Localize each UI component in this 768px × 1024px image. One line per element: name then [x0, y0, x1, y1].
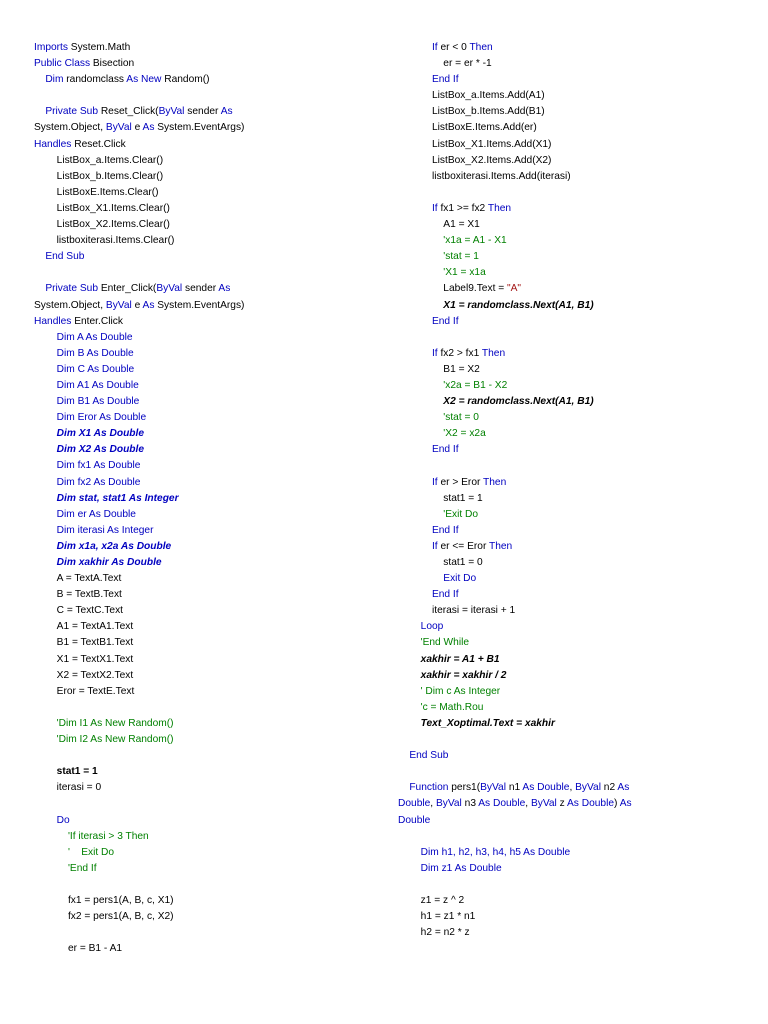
code-token: Then	[483, 476, 507, 488]
code-token: Then	[469, 42, 493, 53]
code-line	[398, 619, 738, 635]
code-token: Dim B As Double	[34, 347, 134, 359]
code-line	[398, 217, 738, 233]
code-token: As New	[126, 74, 165, 86]
code-token: End Sub	[34, 251, 85, 263]
code-line	[34, 861, 374, 877]
code-token: er = B1 - A1	[34, 943, 123, 955]
code-line	[34, 185, 374, 201]
code-token: If	[398, 42, 441, 53]
code-token: ByVal	[480, 782, 509, 794]
code-line	[34, 813, 374, 829]
code-line	[34, 603, 374, 619]
code-line	[398, 845, 738, 861]
code-line	[34, 668, 374, 684]
code-line	[34, 764, 374, 780]
code-line	[34, 442, 374, 458]
code-token: 'x2a = B1 - X2	[398, 379, 508, 391]
code-line	[398, 72, 738, 88]
code-token: As	[619, 798, 632, 810]
code-token: 'x1a = A1 - X1	[398, 235, 507, 247]
code-line	[34, 330, 374, 346]
code-token: sender	[187, 106, 221, 118]
code-token: ListBox_X2.Items.Add(X2)	[398, 154, 552, 166]
code-line	[398, 40, 738, 56]
code-token: B1 = X2	[398, 363, 480, 375]
code-token: fx2 = pers1(A, B, c, X2)	[34, 911, 174, 923]
code-token: 'stat = 0	[398, 412, 479, 424]
code-line	[34, 877, 374, 893]
code-line	[398, 233, 738, 249]
code-line	[398, 298, 738, 314]
code-token: ByVal	[158, 106, 188, 118]
code-line	[398, 700, 738, 716]
code-token: Dim X2 As Double	[34, 444, 145, 456]
code-line	[398, 507, 738, 523]
code-line	[34, 941, 374, 957]
code-line	[34, 571, 374, 587]
code-token: If	[398, 476, 441, 488]
code-token: )	[614, 798, 620, 810]
code-line	[34, 845, 374, 861]
code-line	[398, 426, 738, 442]
code-token: n3	[464, 798, 479, 810]
code-token: Dim h1, h2, h3, h4, h5 As Double	[398, 846, 571, 858]
code-token: stat1 = 1	[34, 766, 98, 778]
code-token: randomclass	[66, 74, 127, 86]
code-line	[34, 780, 374, 796]
code-token: ListBox_b.Items.Add(B1)	[398, 106, 545, 118]
code-line	[34, 249, 374, 265]
code-token: ,	[569, 782, 576, 794]
code-line	[34, 475, 374, 491]
code-line	[34, 362, 374, 378]
code-line	[398, 652, 738, 668]
code-token: B = TextB.Text	[34, 589, 122, 601]
code-line	[34, 233, 374, 249]
code-token: Text_Xoptimal.Text = xakhir	[398, 717, 555, 729]
code-line	[398, 410, 738, 426]
code-line	[398, 88, 738, 104]
code-line	[398, 909, 738, 925]
code-token: ByVal	[530, 798, 560, 810]
code-token: Then	[488, 540, 513, 552]
code-token: Handles	[34, 138, 75, 150]
code-token: ,	[430, 798, 436, 810]
code-token: ByVal	[435, 798, 465, 810]
code-line	[398, 281, 738, 297]
code-token: z1 = z ^ 2	[398, 894, 465, 906]
code-token: 'If iterasi > 3 Then	[34, 830, 149, 842]
code-token: ByVal	[105, 122, 135, 134]
code-token: z	[559, 798, 568, 810]
code-token: ByVal	[575, 782, 604, 794]
code-token: ListBox_X2.Items.Clear()	[34, 219, 170, 231]
code-token: n2	[603, 782, 618, 794]
code-token: ListBox_X1.Items.Add(X1)	[398, 138, 552, 150]
code-token: Private Sub	[34, 106, 101, 118]
code-token: X1 = randomclass.Next(A1, B1)	[398, 299, 594, 311]
code-token: As Double	[567, 798, 615, 810]
code-line	[398, 925, 738, 941]
code-line	[34, 748, 374, 764]
code-line	[34, 491, 374, 507]
code-token: listboxiterasi.Items.Clear()	[34, 235, 175, 247]
code-token: ' Dim c As Integer	[398, 685, 501, 697]
code-column-left	[34, 40, 374, 957]
code-line	[398, 587, 738, 603]
code-token: Dim A As Double	[34, 331, 133, 343]
code-token: System.EventArgs)	[157, 299, 245, 311]
code-token: Eror = TextE.Text	[34, 685, 135, 697]
code-line	[34, 88, 374, 104]
code-token: e	[134, 122, 143, 134]
code-line	[34, 346, 374, 362]
code-line	[34, 507, 374, 523]
code-line	[34, 104, 374, 120]
code-token: 'End While	[398, 637, 470, 649]
code-columns	[34, 40, 744, 957]
code-line	[398, 861, 738, 877]
code-token: X2 = randomclass.Next(A1, B1)	[398, 396, 594, 408]
code-token: System.Object,	[34, 122, 106, 134]
code-token: If	[398, 347, 441, 359]
code-line	[34, 700, 374, 716]
code-line	[34, 555, 374, 571]
code-token: Loop	[398, 621, 444, 633]
code-line	[398, 265, 738, 281]
code-token: Reset_Click(	[100, 106, 159, 118]
code-token: Dim iterasi As Integer	[34, 524, 154, 536]
code-line	[34, 40, 374, 56]
code-line	[34, 716, 374, 732]
code-line	[398, 780, 738, 796]
code-token: Then	[481, 347, 506, 359]
code-line	[398, 491, 738, 507]
code-token: pers1(	[451, 782, 481, 794]
code-line	[34, 732, 374, 748]
code-line	[398, 877, 738, 893]
code-line	[34, 523, 374, 539]
code-token: A1 = X1	[398, 219, 480, 231]
code-line	[398, 458, 738, 474]
code-token: Dim C As Double	[34, 363, 135, 375]
code-token: Dim xakhir As Double	[34, 557, 162, 568]
code-line	[398, 362, 738, 378]
code-token: As	[220, 106, 233, 118]
code-token: ByVal	[105, 299, 135, 311]
code-token: As	[142, 122, 158, 134]
code-token: ListBoxE.Items.Add(er)	[398, 122, 537, 134]
code-token: Handles	[34, 315, 75, 327]
code-line	[34, 619, 374, 635]
code-token: As	[142, 299, 158, 311]
code-line	[34, 281, 374, 297]
code-token: h1 = z1 * n1	[398, 911, 476, 923]
code-token: System.Object,	[34, 299, 106, 311]
code-line	[398, 475, 738, 491]
code-token: "A"	[507, 283, 522, 295]
code-line	[34, 426, 374, 442]
code-token: Bisection	[92, 58, 135, 70]
code-token: ,	[525, 798, 531, 810]
code-token: Dim Eror As Double	[34, 412, 147, 424]
code-token: As Double	[522, 782, 570, 794]
code-line	[34, 217, 374, 233]
code-token: Do	[34, 814, 70, 826]
code-token: xakhir = xakhir / 2	[398, 669, 507, 681]
code-token: iterasi = 0	[34, 782, 102, 794]
code-token: Dim stat, stat1 As Integer	[34, 492, 179, 504]
code-token: er < 0	[440, 42, 470, 53]
code-token: Dim fx2 As Double	[34, 476, 141, 488]
code-line	[34, 394, 374, 410]
code-line	[34, 587, 374, 603]
code-token: If	[398, 202, 441, 214]
code-line	[398, 829, 738, 845]
code-line	[398, 716, 738, 732]
code-token: Label9.Text =	[398, 283, 508, 295]
code-token: n1	[508, 782, 523, 794]
code-token: listboxiterasi.Items.Add(iterasi)	[398, 170, 571, 182]
code-token: If	[398, 540, 441, 552]
code-line	[34, 265, 374, 281]
code-column-right	[398, 40, 738, 941]
code-token: e	[134, 299, 143, 311]
code-token: X2 = TextX2.Text	[34, 669, 134, 681]
code-token: Public Class	[34, 58, 93, 70]
code-token: stat1 = 1	[398, 492, 483, 504]
code-token: Function	[398, 782, 452, 794]
code-token: Dim er As Double	[34, 508, 136, 520]
code-line	[34, 893, 374, 909]
code-token: Then	[487, 202, 512, 214]
code-line	[34, 201, 374, 217]
code-token: fx2 > fx1	[440, 347, 482, 359]
code-token: Random()	[164, 74, 210, 86]
code-token: er > Eror	[440, 476, 484, 488]
code-token: Dim X1 As Double	[34, 428, 145, 440]
code-line	[398, 442, 738, 458]
code-token: System.Math	[70, 42, 131, 53]
code-line	[34, 153, 374, 169]
code-line	[398, 893, 738, 909]
code-token: ByVal	[156, 283, 185, 295]
code-line	[398, 185, 738, 201]
code-token: h2 = n2 * z	[398, 927, 470, 939]
code-token: 'c = Math.Rou	[398, 701, 484, 713]
code-token: Dim x1a, x2a As Double	[34, 540, 172, 552]
code-line	[398, 394, 738, 410]
code-line	[398, 104, 738, 120]
code-line	[34, 635, 374, 651]
code-token: Double	[398, 814, 431, 826]
code-token: ListBox_a.Items.Add(A1)	[398, 90, 545, 102]
code-line	[398, 764, 738, 780]
code-token: Enter_Click(	[100, 283, 157, 295]
code-line	[398, 603, 738, 619]
code-token: As	[218, 283, 231, 295]
code-token: C = TextC.Text	[34, 605, 123, 617]
code-line	[398, 796, 738, 812]
code-token: X1 = TextX1.Text	[34, 653, 134, 665]
code-line	[34, 378, 374, 394]
code-line	[34, 56, 374, 72]
code-line	[34, 169, 374, 185]
code-token: ListBox_a.Items.Clear()	[34, 154, 164, 166]
code-token: Dim B1 As Double	[34, 396, 140, 408]
code-token: System.EventArgs)	[157, 122, 245, 134]
code-line	[34, 925, 374, 941]
code-token: End Sub	[398, 750, 449, 762]
code-line	[398, 571, 738, 587]
code-line	[398, 330, 738, 346]
code-token: End If	[398, 74, 459, 86]
code-line	[34, 796, 374, 812]
code-line	[34, 909, 374, 925]
code-token: xakhir = A1 + B1	[398, 653, 500, 665]
code-line	[398, 539, 738, 555]
code-token: A = TextA.Text	[34, 573, 122, 585]
code-line	[34, 298, 374, 314]
code-line	[34, 72, 374, 88]
code-line	[34, 539, 374, 555]
code-token: stat1 = 0	[398, 557, 483, 568]
code-token: ListBoxE.Items.Clear()	[34, 186, 159, 198]
code-line	[398, 555, 738, 571]
code-line	[34, 137, 374, 153]
code-line	[398, 56, 738, 72]
code-line	[398, 813, 738, 829]
code-token: 'Exit Do	[398, 508, 479, 520]
code-token: 'stat = 1	[398, 251, 479, 263]
code-line	[398, 137, 738, 153]
code-token: 'Dim I2 As New Random()	[34, 734, 174, 746]
code-token: Dim z1 As Double	[398, 862, 502, 874]
code-token: Dim	[34, 74, 67, 86]
code-token: er = er * -1	[398, 58, 492, 70]
code-token: B1 = TextB1.Text	[34, 637, 134, 649]
code-token: Exit Do	[398, 573, 477, 585]
code-token: Dim A1 As Double	[34, 379, 139, 391]
code-token: Reset.Click	[74, 138, 126, 150]
code-line	[34, 410, 374, 426]
code-line	[34, 314, 374, 330]
code-line	[398, 201, 738, 217]
code-line	[398, 684, 738, 700]
code-line	[398, 523, 738, 539]
code-line	[398, 378, 738, 394]
code-line	[398, 748, 738, 764]
code-token: Dim fx1 As Double	[34, 460, 141, 472]
code-line	[398, 314, 738, 330]
code-token: End If	[398, 524, 459, 536]
code-token: 'X2 = x2a	[398, 428, 486, 440]
code-line	[34, 829, 374, 845]
code-token: As	[617, 782, 630, 794]
code-line	[398, 153, 738, 169]
code-line	[34, 120, 374, 136]
code-line	[34, 652, 374, 668]
code-token: As Double	[478, 798, 526, 810]
code-token: ListBox_b.Items.Clear()	[34, 170, 164, 182]
code-token: er <= Eror	[440, 540, 489, 552]
code-token: 'End If	[34, 862, 97, 874]
code-line	[398, 249, 738, 265]
code-token: ListBox_X1.Items.Clear()	[34, 202, 170, 214]
code-token: ' Exit Do	[34, 846, 115, 858]
code-token: A1 = TextA1.Text	[34, 621, 134, 633]
code-token: Imports	[34, 42, 71, 53]
code-line	[398, 635, 738, 651]
code-token: iterasi = iterasi + 1	[398, 605, 516, 617]
code-line	[34, 684, 374, 700]
code-line	[34, 458, 374, 474]
code-line	[398, 668, 738, 684]
code-token: fx1 >= fx2	[440, 202, 488, 214]
code-token: Private Sub	[34, 283, 101, 295]
code-token: End If	[398, 315, 459, 327]
code-line	[398, 732, 738, 748]
code-token: sender	[185, 283, 219, 295]
code-token: End If	[398, 589, 459, 601]
code-token: Double	[398, 798, 431, 810]
code-token: fx1 = pers1(A, B, c, X1)	[34, 894, 174, 906]
code-token: 'Dim I1 As New Random()	[34, 717, 174, 729]
code-token: 'X1 = x1a	[398, 267, 486, 279]
code-line	[398, 120, 738, 136]
code-line	[398, 346, 738, 362]
code-token: Enter.Click	[74, 315, 123, 327]
code-line	[398, 169, 738, 185]
code-token: End If	[398, 444, 459, 456]
